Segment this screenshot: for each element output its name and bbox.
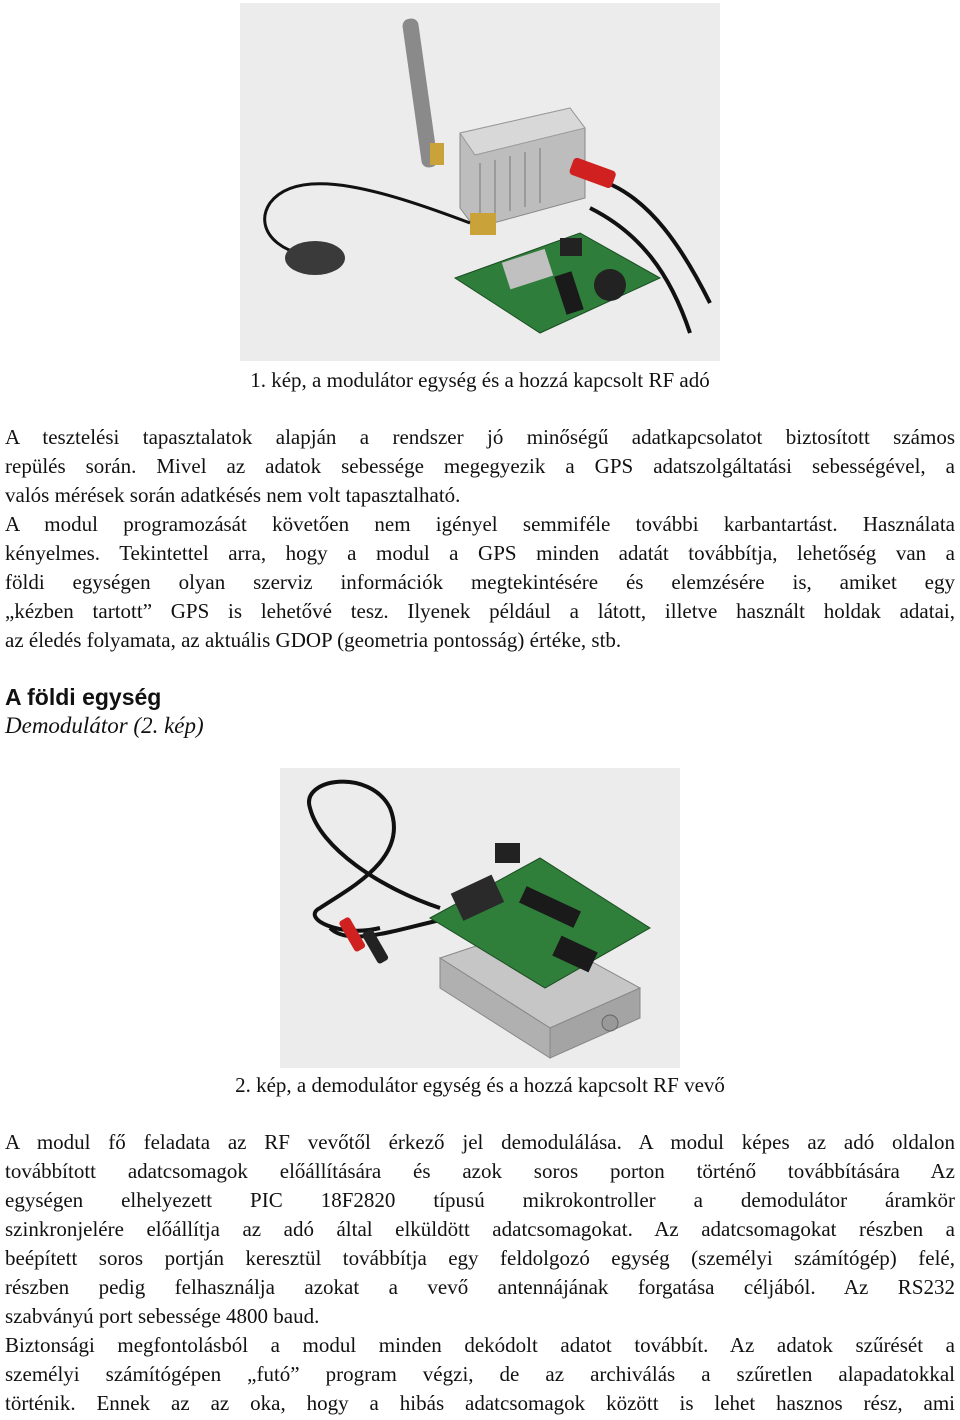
text-line: valós mérések során adatkésés nem volt tapasztalható. [5, 483, 461, 507]
text-line: szabványú port sebessége 4800 baud. [5, 1304, 320, 1328]
text-line: továbbított adatcsomagok előállítására és azok soros porton történő továbbítására Az [5, 1159, 955, 1183]
body-paragraph-2 [5, 1128, 955, 1418]
text-line: történik. Ennek az az oka, hogy a hibás adatcsomagok között is lehet hasznos rész, ami [5, 1391, 955, 1415]
figure2-caption: 2. kép, a demodulátor egység és a hozzá kapcsolt RF vevő [235, 1073, 725, 1097]
demodulator-photo [280, 768, 680, 1068]
section-subheading: Demodulátor (2. kép) [5, 713, 204, 738]
text-line: beépített soros portján keresztül továbbítja egy feldolgozó egység (személyi számítógép) felé, [5, 1246, 955, 1270]
modulator-photo [240, 3, 720, 361]
modulator-photo-illustration [240, 3, 720, 361]
text-line: repülés során. Mivel az adatok sebessége megegyezik a GPS adatszolgáltatási sebességével, a [5, 454, 955, 478]
text-line: A modul fő feladata az RF vevőtől érkező jel demodulálása. A modul képes az adó oldalon [5, 1130, 955, 1154]
text-line: „kézben tartott” GPS is lehetővé tesz. Ilyenek például a látott, illetve használt holdak adatai, [5, 599, 955, 623]
text-line: szinkronjelére előállítja az adó által elküldött adatcsomagokat. Az adatcsomagokat részben a [5, 1217, 955, 1241]
text-line: A modul programozását követően nem igényel semmiféle további karbantartást. Használata [5, 512, 955, 536]
text-line: A tesztelési tapasztalatok alapján a rendszer jó minőségű adatkapcsolatot biztosított számos [5, 425, 955, 449]
text-line: részben pedig felhasználja azokat a vevő antennájának forgatása céljából. Az RS232 [5, 1275, 955, 1299]
figure1-caption: 1. kép, a modulátor egység és a hozzá kapcsolt RF adó [250, 368, 710, 392]
body-paragraph-1 [5, 423, 955, 655]
text-line: kényelmes. Tekintettel arra, hogy a modul a GPS minden adatát továbbítja, lehetőség van a [5, 541, 955, 565]
text-line: egységen elhelyezett PIC 18F2820 típusú mikrokontroller a demodulátor áramkör [5, 1188, 955, 1212]
section-heading: A földi egység [5, 684, 162, 710]
demodulator-photo-illustration [280, 768, 680, 1068]
text-line: személyi számítógépen „futó” program végzi, de az archiválás a szűretlen alapadatokkal [5, 1362, 955, 1386]
text-line: az éledés folyamata, az aktuális GDOP (geometria pontosság) értéke, stb. [5, 628, 622, 652]
text-line: Biztonsági megfontolásból a modul minden dekódolt adatot továbbít. Az adatok szűrését a [5, 1333, 955, 1357]
text-line: földi egységen olyan szerviz információk megtekintésére és elemzésére is, amiket egy [5, 570, 955, 594]
